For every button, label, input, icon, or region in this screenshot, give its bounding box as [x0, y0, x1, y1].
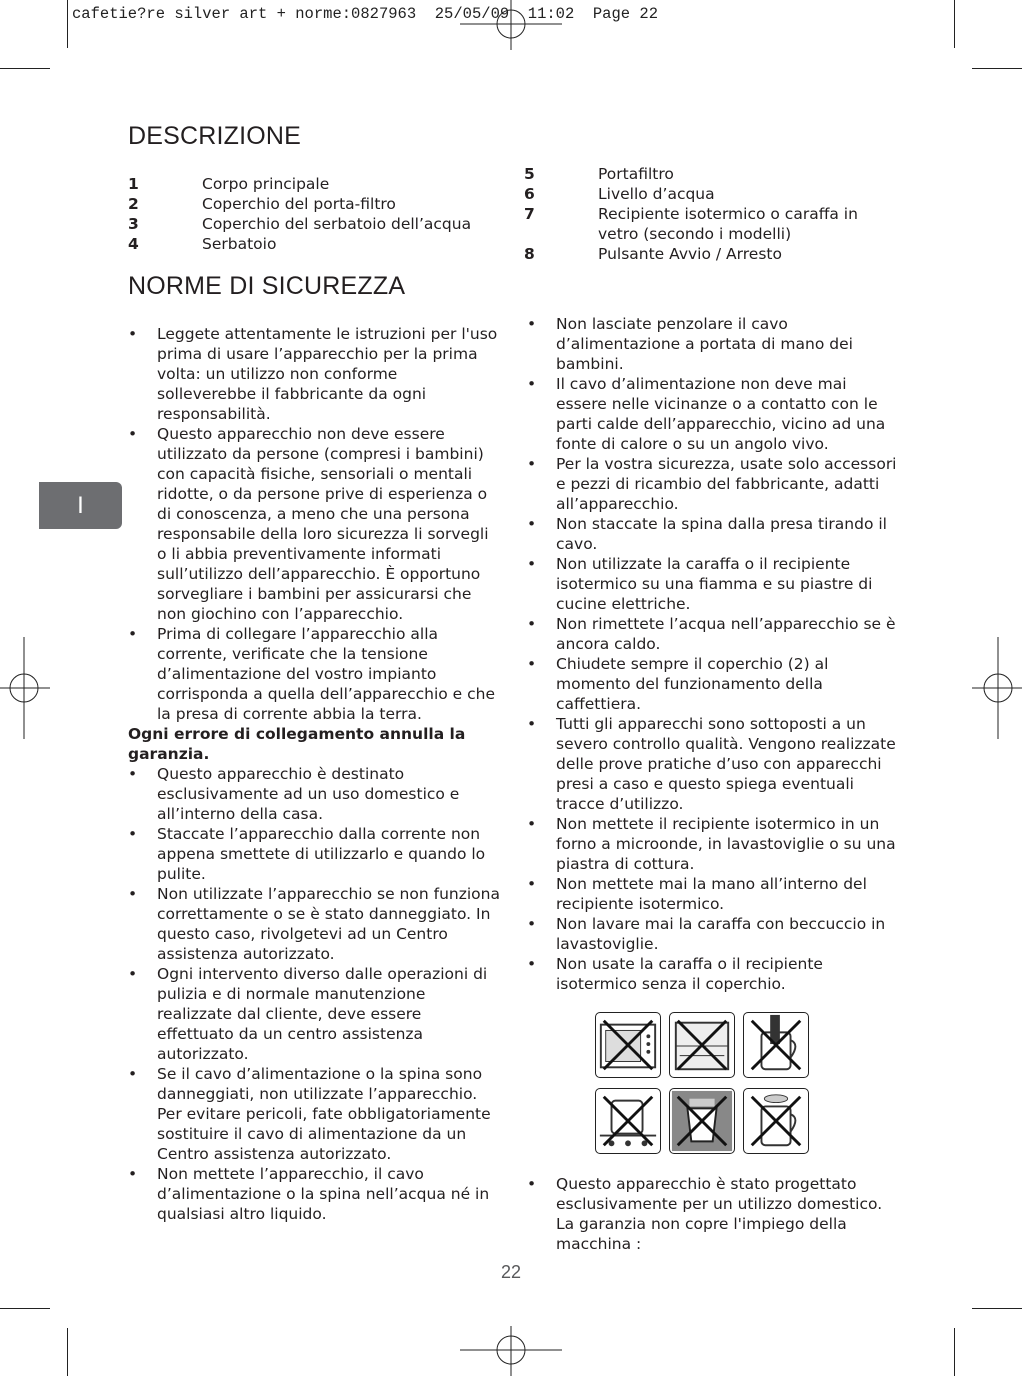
- hand-in-jug-icon: [743, 1012, 809, 1078]
- list-item-text: Prima di collegare l’apparecchio alla corrente, verificate che la tensione d’alimentazione del vostro impianto corrisponda a quella dell’apparecchio e che la presa di corrente abbia la terra.: [157, 625, 496, 723]
- list-item: [527, 514, 897, 554]
- list-item: [128, 1164, 500, 1224]
- safety-column-right: [527, 314, 897, 994]
- bullet: •: [527, 815, 537, 833]
- list-item: [128, 964, 500, 1064]
- list-item-text: Non utilizzate la caraffa o il recipiente isotermico su una fiamma e su piastre di cucine elettriche.: [556, 555, 873, 613]
- part-label: Recipiente isotermico o caraffa in vetro (secondo i modelli): [598, 205, 858, 243]
- parts-list-item: [524, 244, 894, 264]
- list-item: [527, 1174, 897, 1254]
- bullet: •: [527, 615, 537, 633]
- registration-mark-top: [460, 0, 562, 50]
- list-item: [527, 874, 897, 914]
- part-label: Serbatoio: [202, 235, 277, 253]
- registration-mark-right: [972, 637, 1022, 739]
- list-item-text: Questo apparecchio è destinato esclusivamente ad un uso domestico e all’interno della casa.: [157, 765, 460, 823]
- parts-list-item: [524, 184, 894, 204]
- list-item-text: Il cavo d’alimentazione non deve mai essere nelle vicinanze o a contatto con le parti calde dell’apparecchio, vicino ad una fonte di calore o su un angolo vivo.: [556, 375, 886, 453]
- bullet: •: [128, 1165, 138, 1183]
- bullet: •: [527, 515, 537, 533]
- list-item-text: Non lasciate penzolare il cavo d’alimentazione a portata di mano dei bambini.: [556, 315, 853, 373]
- part-number: 1: [128, 175, 139, 193]
- safety-column-left: [128, 324, 500, 1224]
- warranty-warning: Ogni errore di collegamento annulla la garanzia.: [128, 725, 466, 763]
- list-item: [128, 424, 500, 624]
- bullet: •: [128, 325, 138, 343]
- part-label: Coperchio del porta-filtro: [202, 195, 396, 213]
- part-number: 8: [524, 245, 535, 263]
- part-label: Corpo principale: [202, 175, 330, 193]
- list-item-text: Per la vostra sicurezza, usate solo accessori e pezzi di ricambio del fabbricante, adatti all’apparecchio.: [556, 455, 897, 513]
- bullet: •: [527, 715, 537, 733]
- section-title-norme: NORME DI SICUREZZA: [128, 272, 406, 300]
- list-item-text: Staccate l’apparecchio dalla corrente non appena smettete di utilizzarlo e quando lo pulite.: [157, 825, 486, 883]
- bullet: •: [527, 1175, 537, 1193]
- part-label: Coperchio del serbatoio dell’acqua: [202, 215, 472, 233]
- list-item: [527, 714, 897, 814]
- dishwasher-icon: [669, 1012, 735, 1078]
- parts-list-item: [128, 174, 508, 194]
- list-item-text: Non mettete il recipiente isotermico in un forno a microonde, in lavastoviglie o su una piastra di cottura.: [556, 815, 896, 873]
- safety-list-right-end: [527, 1174, 897, 1254]
- part-label: Pulsante Avvio / Arresto: [598, 245, 782, 263]
- list-item: [128, 824, 500, 884]
- safety-list-left-2: [128, 764, 500, 1224]
- microwave-icon: [595, 1012, 661, 1078]
- list-item-text: Questo apparecchio è stato progettato esclusivamente per un utilizzo domestico. La garanzia non copre l'impiego della macchina :: [556, 1175, 883, 1253]
- list-item: [527, 814, 897, 874]
- language-tab: I: [39, 482, 122, 529]
- safety-column-right-end: [527, 1174, 897, 1254]
- bullet: •: [527, 555, 537, 573]
- list-item: [527, 614, 897, 654]
- list-item-text: Non lavare mai la caraffa con beccuccio in lavastoviglie.: [556, 915, 886, 953]
- section-title-descrizione: DESCRIZIONE: [128, 122, 302, 150]
- parts-list-item: [128, 194, 508, 214]
- list-item: [527, 374, 897, 454]
- registration-mark-left: [0, 637, 50, 739]
- bullet: •: [527, 375, 537, 393]
- list-item: [128, 324, 500, 424]
- list-item: [527, 554, 897, 614]
- bullet: •: [128, 765, 138, 783]
- part-number: 7: [524, 205, 535, 223]
- safety-list-left-1: [128, 324, 500, 724]
- part-number: 4: [128, 235, 139, 253]
- bullet: •: [527, 455, 537, 473]
- list-item: [527, 314, 897, 374]
- bullet: •: [128, 1065, 138, 1083]
- list-item-text: Leggete attentamente le istruzioni per l'uso prima di usare l’apparecchio per la prima volta: un utilizzo non conforme solleverebbe il fabbricante da ogni responsabilità.: [157, 325, 498, 423]
- list-item-text: Chiudete sempre il coperchio (2) al momento del funzionamento della caffettiera.: [556, 655, 829, 713]
- bullet: •: [527, 875, 537, 893]
- part-label: Livello d’acqua: [598, 185, 715, 203]
- parts-list-left: [128, 174, 508, 254]
- list-item-text: Non rimettete l’acqua nell’apparecchio se è ancora caldo.: [556, 615, 896, 653]
- parts-list-item: [524, 204, 894, 244]
- list-item: [527, 654, 897, 714]
- carafe-in-dishwasher-icon: [669, 1088, 735, 1154]
- registration-mark-bottom: [460, 1326, 562, 1376]
- list-item-text: Tutti gli apparecchi sono sottoposti a un severo controllo qualità. Vengono realizzate delle prove pratiche d’uso con apparecchi presi a caso e questo spiega eventuali tracce d’utilizzo.: [556, 715, 896, 813]
- list-item: [128, 1064, 500, 1164]
- bullet: •: [128, 425, 138, 443]
- bullet: •: [527, 955, 537, 973]
- list-item: [527, 914, 897, 954]
- list-item-text: Non mettete l’apparecchio, il cavo d’alimentazione o la spina nell’acqua né in qualsiasi altro liquido.: [157, 1165, 490, 1223]
- bullet: •: [527, 315, 537, 333]
- list-item: [128, 764, 500, 824]
- list-item-text: Non usate la caraffa o il recipiente isotermico senza il coperchio.: [556, 955, 823, 993]
- part-number: 6: [524, 185, 535, 203]
- list-item-text: Se il cavo d’alimentazione o la spina sono danneggiati, non utilizzate l’apparecchio. Per evitare pericoli, fate obbligatoriamente sostituire il cavo di alimentazione da un Centro assistenza autorizzato.: [157, 1065, 491, 1163]
- list-item-text: Non staccate la spina dalla presa tirando il cavo.: [556, 515, 887, 553]
- part-label: Portafiltro: [598, 165, 674, 183]
- list-item-text: Questo apparecchio non deve essere utilizzato da persone (compresi i bambini) con capacità fisiche, sensoriali o mentali ridotte, o da persone prive di esperienza o di conoscenza, a meno che una persona responsabile della loro sicurezza li sorvegli o li abbia preventivamente informati sull’utilizzo dell’apparecchio. È opportuno sorvegliare i bambini per assicurarsi che non giochino con l’apparecchio.: [157, 425, 489, 623]
- list-item: [527, 454, 897, 514]
- prohibition-pictograms: [595, 1012, 813, 1156]
- bullet: •: [527, 655, 537, 673]
- bullet: •: [128, 825, 138, 843]
- page-number: 22: [500, 1262, 522, 1282]
- part-number: 5: [524, 165, 535, 183]
- list-item: [128, 624, 500, 724]
- parts-list-right: [524, 164, 894, 264]
- list-item-text: Non mettete mai la mano all’interno del recipiente isotermico.: [556, 875, 867, 913]
- print-slug: cafetie?re silver art + norme:0827963 25/05/09 11:02 Page 22: [72, 5, 658, 23]
- list-item: [527, 954, 897, 994]
- jug-without-lid-icon: [743, 1088, 809, 1154]
- list-item-text: Ogni intervento diverso dalle operazioni di pulizia e di normale manutenzione realizzate dal cliente, deve essere effettuato da un centro assistenza autorizzato.: [157, 965, 488, 1063]
- bullet: •: [128, 885, 138, 903]
- part-number: 2: [128, 195, 139, 213]
- safety-list-right: [527, 314, 897, 994]
- bullet: •: [527, 915, 537, 933]
- jug-on-hob-icon: [595, 1088, 661, 1154]
- list-item-text: Non utilizzate l’apparecchio se non funziona correttamente o se è stato danneggiato. In questo caso, rivolgetevi ad un Centro assistenza autorizzato.: [157, 885, 500, 963]
- parts-list-item: [128, 234, 508, 254]
- parts-list-item: [128, 214, 508, 234]
- list-item: [128, 884, 500, 964]
- bullet: •: [128, 625, 138, 643]
- part-number: 3: [128, 215, 139, 233]
- parts-list-item: [524, 164, 894, 184]
- bullet: •: [128, 965, 138, 983]
